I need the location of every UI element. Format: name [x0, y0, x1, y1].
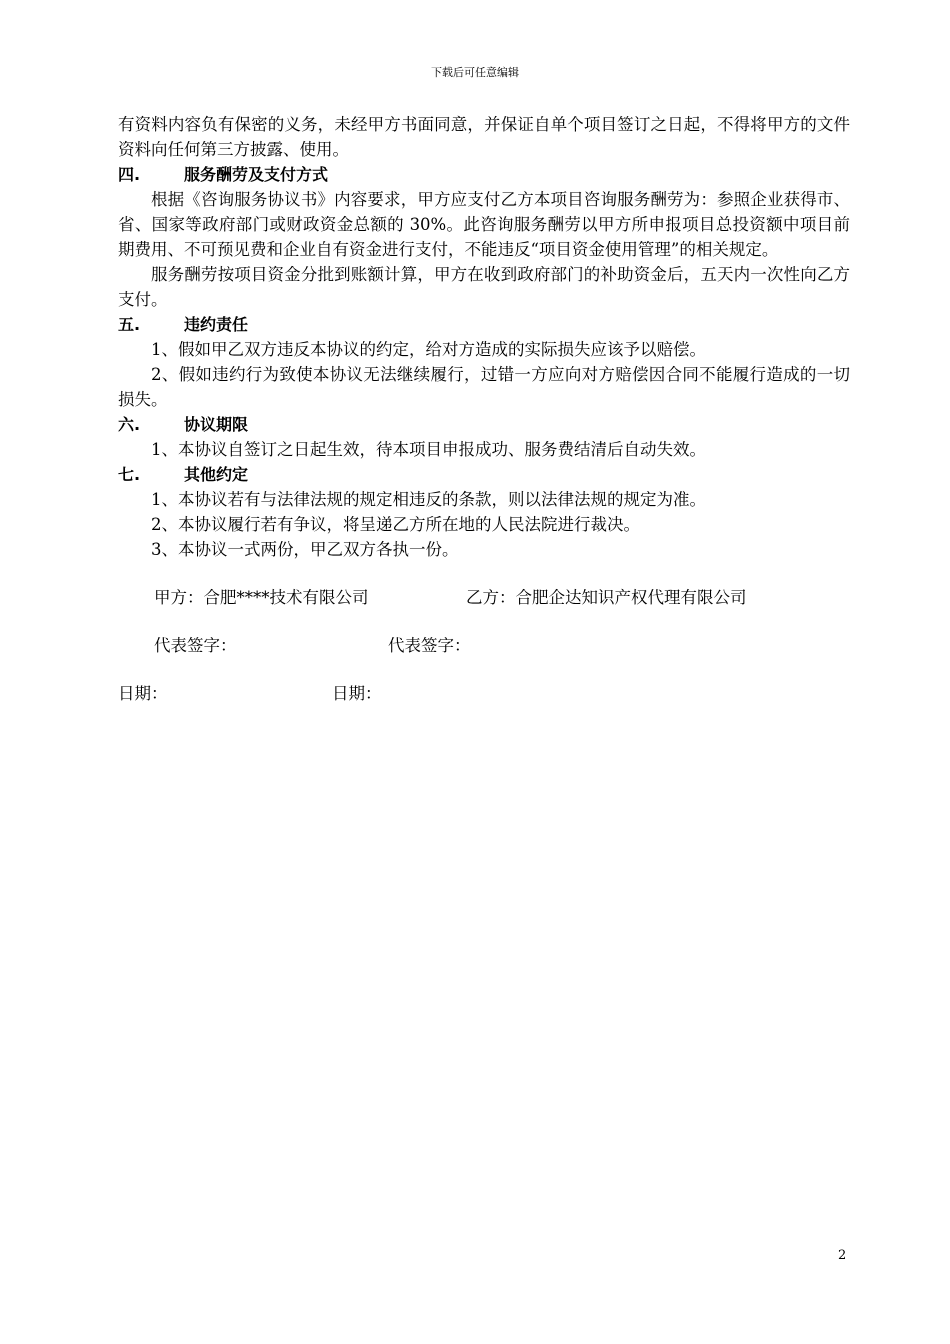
page-header-note: 下载后可任意编辑 — [431, 66, 519, 79]
list-item: 1、本协议自签订之日起生效，待本项目申报成功、服务费结清后自动失效。 — [151, 440, 706, 459]
section-title: 服务酬劳及支付方式 — [184, 165, 329, 184]
section-number: 七. — [118, 465, 141, 484]
page-number: 2 — [838, 1248, 847, 1263]
list-item: 1、本协议若有与法律法规的规定相违反的条款，则以法律法规的规定为准。 — [151, 490, 706, 509]
list-item: 3、本协议一式两份，甲乙双方各执一份。 — [151, 540, 459, 559]
section-heading-7 — [118, 462, 850, 487]
party-b-name: 乙方：合肥企达知识产权代理有限公司 — [466, 588, 747, 607]
paragraph-payment: 服务酬劳按项目资金分批到账额计算，甲方在收到政府部门的补助资金后，五天内一次性向乙方支付。 — [118, 265, 850, 309]
spacer — [118, 658, 850, 681]
party-b-representative-label: 代表签字： — [388, 636, 471, 655]
section-number: 四. — [118, 165, 141, 184]
section-title: 其他约定 — [184, 465, 249, 484]
spacer — [118, 562, 850, 585]
section-title: 协议期限 — [184, 415, 249, 434]
signature-parties-row — [118, 585, 850, 610]
party-a-representative-label: 代表签字： — [154, 636, 237, 655]
section-heading-4 — [118, 162, 850, 187]
party-a-date-label: 日期： — [118, 684, 168, 703]
list-item: 2、假如违约行为致使本协议无法继续履行，过错一方应向对方赔偿因合同不能履行造成的一切损失。 — [118, 365, 850, 409]
section-heading-5 — [118, 312, 850, 337]
party-a-name: 甲方：合肥****技术有限公司 — [154, 588, 369, 607]
paragraph-fee: 根据《咨询服务协议书》内容要求，甲方应支付乙方本项目咨询服务酬劳为：参照企业获得市、 省、国家等政府部门或财政资金总额的 30%。此咨询服务酬劳以甲方所申报项目总投资额中项目前期费用、不可预见费和企业自有资金进行支付，不能违反“项目资金使用管理”的相关规定。 — [118, 190, 850, 259]
signature-rep-row — [118, 633, 850, 658]
party-b-date-label: 日期： — [332, 684, 382, 703]
section-number: 六. — [118, 415, 141, 434]
spacer — [118, 610, 850, 633]
paragraph-confidentiality: 有资料内容负有保密的义务，未经甲方书面同意，并保证自单个项目签订之日起，不得将甲方的文件资料向任何第三方披露、使用。 — [118, 115, 850, 159]
signature-date-row — [118, 681, 850, 706]
section-title: 违约责任 — [184, 315, 249, 334]
list-item: 2、本协议履行若有争议，将呈递乙方所在地的人民法院进行裁决。 — [151, 515, 640, 534]
list-item: 1、假如甲乙双方违反本协议的约定，给对方造成的实际损失应该予以赔偿。 — [151, 340, 706, 359]
section-heading-6 — [118, 412, 850, 437]
section-number: 五. — [118, 315, 141, 334]
document-body — [118, 112, 850, 706]
